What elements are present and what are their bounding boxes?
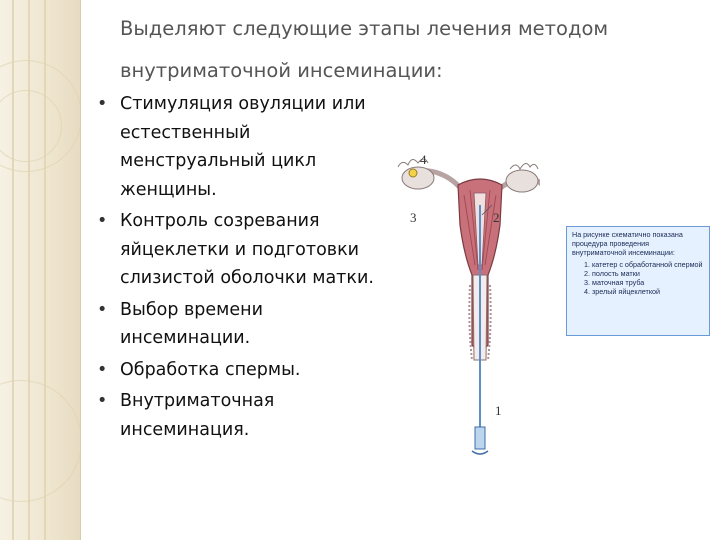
- ovary-left: [402, 167, 434, 189]
- ovary-right: [506, 170, 538, 192]
- slide-title: [120, 8, 710, 92]
- caption-item: 3. маточная труба: [592, 278, 704, 287]
- egg-cell: [409, 169, 417, 177]
- decorative-sidebar: [0, 0, 81, 540]
- syringe-plunger: [472, 451, 488, 454]
- title-line-2: внутриматочной инсеминации:: [120, 59, 443, 82]
- label-1: 1: [495, 403, 502, 418]
- label-4: 4: [420, 152, 427, 167]
- list-item: • Внутриматочная инсеминация.: [95, 387, 385, 444]
- catheter-syringe: [475, 427, 485, 449]
- caption-intro: На рисунке схематично показана процедура проведения внутриматочной инсеминации:: [572, 230, 683, 258]
- caption-item: 2. полость матки: [592, 269, 704, 278]
- list-item: • Обработка спермы.: [95, 356, 385, 385]
- caption-item: 1. катетер с обработанной спермой: [592, 260, 704, 269]
- list-item: • Стимуляция овуляции или естественный менструальный цикл женщины.: [95, 90, 385, 204]
- label-2: 2: [493, 210, 500, 225]
- sidebar-swirl: [0, 380, 81, 502]
- title-line-1: Выделяют следующие этапы лечения методом: [120, 17, 609, 40]
- label-3: 3: [410, 210, 417, 225]
- insemination-diagram: [380, 145, 540, 475]
- list-item: • Контроль созревания яйцеклетки и подготовки слизистой оболочки матки.: [95, 207, 385, 293]
- caption-list: [572, 260, 704, 297]
- stages-list: [95, 90, 385, 447]
- caption-item: 4. зрелый яйцеклеткой: [592, 287, 704, 296]
- fimbriae-right: [510, 163, 538, 169]
- figure-caption: [566, 226, 710, 336]
- list-item: • Выбор времени инсеминации.: [95, 296, 385, 353]
